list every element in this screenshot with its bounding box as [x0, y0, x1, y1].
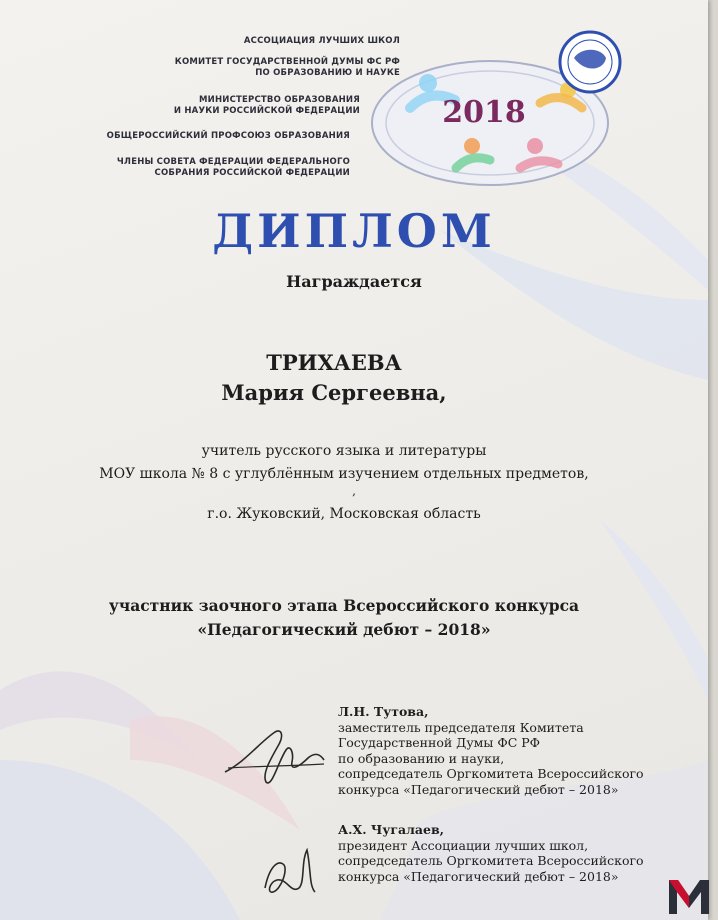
signatory-1-line-5: конкурса «Педагогический дебют – 2018» — [338, 781, 619, 797]
recipient-position: учитель русского языка и литературы — [201, 443, 487, 459]
recipient-school: МОУ школа № 8 с углублённым изучением отдельных предметов, — [99, 466, 589, 482]
signatory-1 — [338, 704, 644, 797]
org-line-1: АССОЦИАЦИЯ ЛУЧШИХ ШКОЛ — [243, 36, 400, 46]
watermark-logo-icon — [666, 876, 712, 916]
signatory-2-line-1: президент Ассоциации лучших школ, — [338, 837, 589, 853]
signature-1-scribble — [220, 722, 330, 792]
org-line-8: СОБРАНИЯ РОССИЙСКОЙ ФЕДЕРАЦИИ — [154, 168, 350, 178]
status-line-1: участник заочного этапа Всероссийского конкурса — [108, 596, 580, 615]
signatory-2 — [338, 822, 644, 884]
org-line-4: МИНИСТЕРСТВО ОБРАЗОВАНИЯ — [199, 95, 360, 105]
contest-emblem — [360, 28, 660, 198]
recipient-given-names: Мария Сергеевна, — [221, 380, 447, 405]
signatory-1-line-2: Государственной Думы ФС РФ — [338, 735, 541, 750]
org-line-5: И НАУКИ РОССИЙСКОЙ ФЕДЕРАЦИИ — [173, 106, 360, 116]
signatory-1-line-4: сопредседатель Оргкомитета Всероссийского — [338, 766, 644, 781]
signatory-1-name: Л.Н. Тутова, — [338, 704, 429, 719]
signature-2-scribble — [255, 838, 325, 908]
org-line-2: КОМИТЕТ ГОСУДАРСТВЕННОЙ ДУМЫ ФС РФ — [174, 57, 400, 67]
signatory-2-line-3: конкурса «Педагогический дебют – 2018» — [338, 868, 619, 884]
org-line-7: ЧЛЕНЫ СОВЕТА ФЕДЕРАЦИИ ФЕДЕРАЛЬНОГО — [116, 157, 350, 167]
signatory-2-name: А.Х. Чугалаев, — [338, 822, 445, 837]
signatory-2-line-2: сопредседатель Оргкомитета Всероссийского — [338, 853, 644, 868]
org-line-6: ОБЩЕРОССИЙСКИЙ ПРОФСОЮЗ ОБРАЗОВАНИЯ — [106, 131, 350, 141]
comma-mark: , — [352, 484, 356, 498]
recipient-surname: ТРИХАЕВА — [266, 350, 402, 375]
diploma-title: ДИПЛОМ — [212, 204, 496, 258]
signatory-1-line-3: по образованию и науки, — [338, 750, 505, 766]
recipient-location: г.о. Жуковский, Московская область — [207, 506, 481, 522]
emblem-year: 2018 — [442, 95, 526, 130]
status-line-2: «Педагогический дебют – 2018» — [197, 620, 491, 639]
awarded-label: Награждается — [286, 272, 422, 291]
org-line-3: ПО ОБРАЗОВАНИЮ И НАУКЕ — [255, 68, 400, 78]
signatory-1-line-1: заместитель председателя Комитета — [338, 719, 584, 735]
